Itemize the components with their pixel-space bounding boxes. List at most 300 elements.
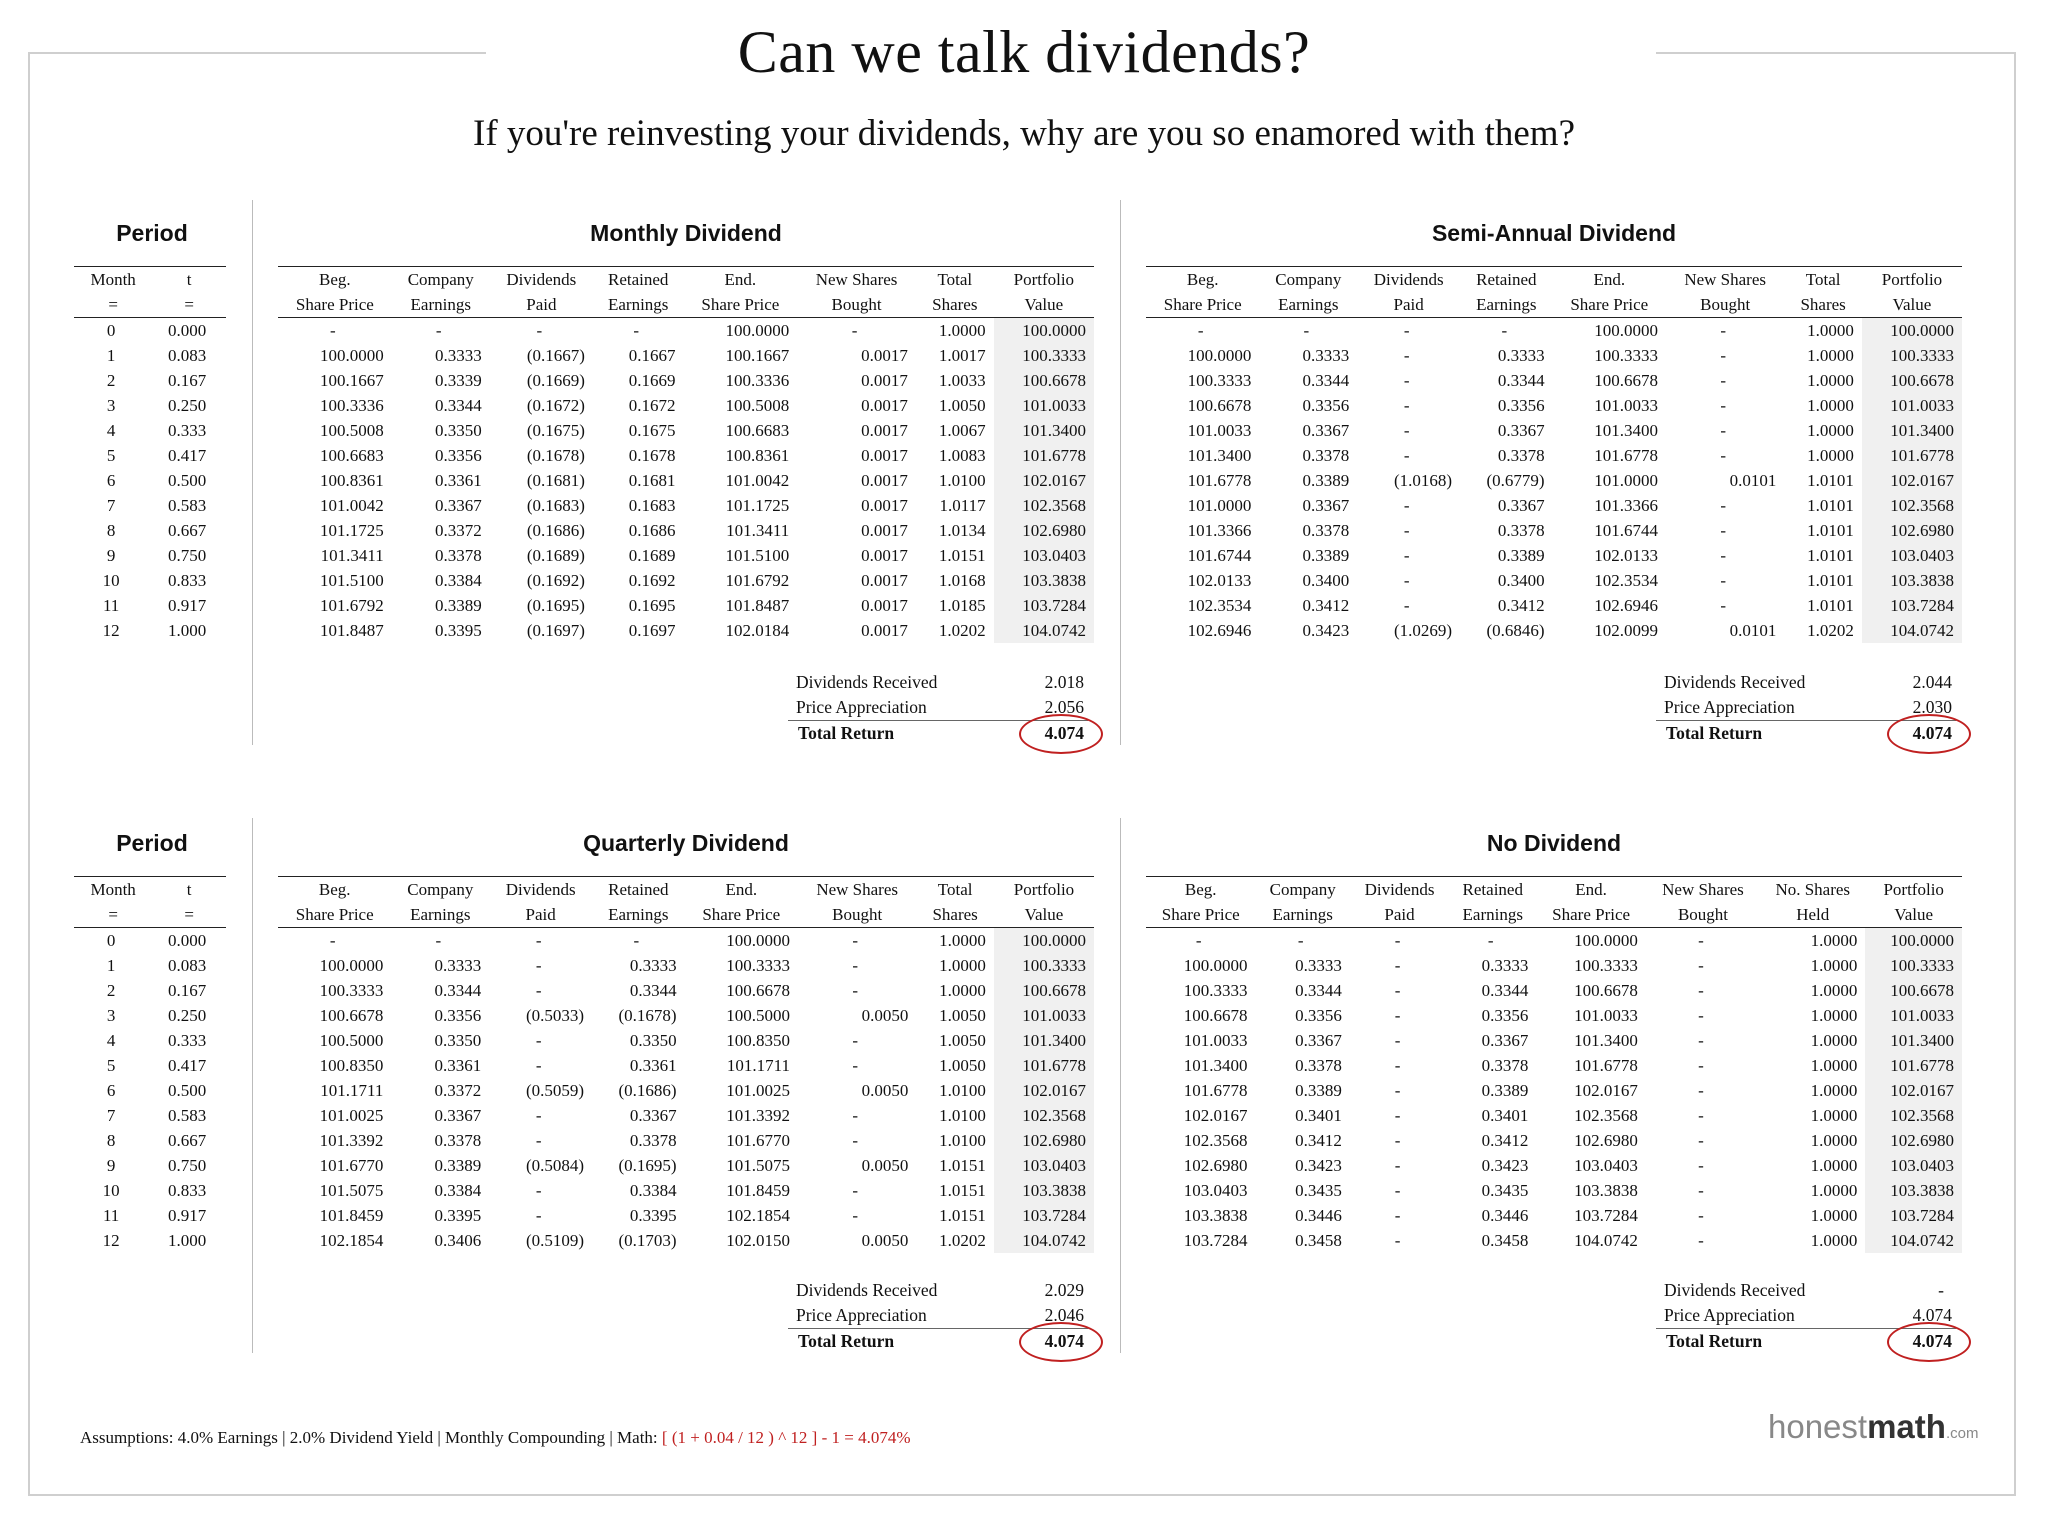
table-cell: 0.3384	[629, 1181, 677, 1200]
table-cell: 101.6778	[1594, 446, 1658, 465]
table-cell: 0.3378	[1481, 1056, 1529, 1075]
column-header: Company	[1255, 877, 1349, 903]
table-cell: 102.6980	[1862, 518, 1962, 543]
table-row	[74, 928, 226, 954]
table-row	[278, 368, 1094, 393]
table-cell: 0.3372	[435, 521, 482, 540]
column-header: Share Price	[1146, 902, 1255, 928]
table-cell: 101.3400	[1865, 1028, 1962, 1053]
table-cell: -	[1720, 396, 1726, 415]
table-cell: 101.1711	[726, 1056, 790, 1075]
table-row	[74, 1228, 226, 1253]
table-cell: -	[851, 321, 858, 340]
column-header: t	[152, 877, 226, 903]
monthly-title: Monthly Dividend	[590, 220, 782, 246]
table-cell: 100.6678	[1594, 371, 1658, 390]
table-cell: -	[535, 981, 542, 1000]
table-cell: 1.0000	[1807, 421, 1854, 440]
table-cell: 101.3366	[1187, 521, 1252, 540]
table-cell: 1.0000	[1810, 1006, 1858, 1025]
table-cell: -	[1403, 546, 1410, 565]
table-cell: (0.1692)	[526, 571, 585, 590]
table-cell: 0.3372	[434, 1081, 482, 1100]
table-cell: 101.6770	[319, 1156, 384, 1175]
table-cell: 101.6778	[1862, 443, 1962, 468]
table-row	[278, 518, 1094, 543]
table-cell: 101.1711	[320, 1081, 384, 1100]
table-row	[74, 1203, 226, 1228]
table-cell: 1.0000	[1810, 956, 1858, 975]
table-cell: 0.000	[168, 321, 207, 340]
table-cell: 0.3367	[1295, 1031, 1342, 1050]
table-cell: -	[852, 1056, 858, 1075]
table-cell: 102.6946	[1594, 596, 1658, 615]
table-cell: 0.167	[168, 371, 207, 390]
table-cell: 101.0033	[994, 1003, 1094, 1028]
column-header: Share Price	[278, 292, 392, 318]
app-label: Price Appreciation	[1664, 697, 1795, 717]
table-row	[1146, 1153, 1962, 1178]
table-cell: 102.3568	[1865, 1103, 1962, 1128]
table-row	[278, 928, 1094, 954]
table-cell: 0.3395	[629, 1206, 677, 1225]
table-cell: -	[1303, 321, 1310, 340]
table-cell: 1.0100	[939, 1131, 986, 1150]
table-cell: (0.1667)	[526, 346, 585, 365]
column-header: Share Price	[1146, 292, 1259, 318]
column-header: Total	[916, 877, 994, 903]
table-cell: 1.0000	[1810, 1131, 1858, 1150]
table-cell: 101.6792	[725, 571, 790, 590]
table-cell: 0.3389	[435, 596, 482, 615]
table-row	[74, 593, 226, 618]
table-cell: 10	[102, 571, 120, 590]
table-cell: 1.0000	[1810, 1181, 1858, 1200]
table-cell: -	[633, 321, 640, 340]
column-header: Month	[74, 877, 152, 903]
table-cell: 100.5008	[319, 421, 384, 440]
table-cell: 1.0050	[939, 1006, 986, 1025]
table-row	[278, 318, 1094, 344]
page-subtitle: If you're reinvesting your dividends, why are you so enamored with them?	[473, 113, 1575, 154]
table-cell: 101.3392	[319, 1131, 384, 1150]
table-cell: 103.7284	[1183, 1231, 1248, 1250]
total-label: Total Return	[1666, 1331, 1763, 1351]
table-cell: 104.0742	[994, 1228, 1094, 1253]
column-header: Earnings	[1460, 292, 1553, 318]
table-cell: 0.3344	[434, 981, 482, 1000]
table-row	[278, 1053, 1094, 1078]
table-row	[1146, 1028, 1962, 1053]
table-cell: (1.0168)	[1393, 471, 1453, 490]
table-cell: -	[852, 931, 858, 950]
quarterly-title: Quarterly Dividend	[583, 830, 789, 856]
table-cell: 103.0403	[1574, 1156, 1638, 1175]
column-header: Paid	[1350, 902, 1449, 928]
table-cell: 101.1725	[319, 521, 384, 540]
column-header: =	[74, 902, 152, 928]
column-header: Value	[1862, 292, 1962, 318]
table-cell: -	[852, 1131, 858, 1150]
table-cell: 104.0742	[994, 618, 1094, 643]
table-cell: -	[1720, 571, 1726, 590]
column-header: Bought	[798, 902, 916, 928]
table-cell: 0.917	[168, 1206, 207, 1225]
table-cell: 102.0133	[1594, 546, 1658, 565]
table-cell: 11	[102, 596, 120, 615]
table-cell: 102.0099	[1594, 621, 1658, 640]
logo-part3: .com	[1945, 1425, 1979, 1442]
table-row	[278, 1178, 1094, 1203]
table-cell: (0.1695)	[618, 1156, 677, 1175]
table-cell: 102.6980	[1865, 1128, 1962, 1153]
table-cell: 4	[106, 421, 116, 440]
table-cell: 101.6778	[994, 443, 1094, 468]
table-cell: 0.500	[168, 471, 207, 490]
table-cell: 102.1854	[726, 1206, 790, 1225]
column-header: Earnings	[1255, 902, 1349, 928]
table-cell: 100.6678	[1862, 368, 1962, 393]
table-row	[74, 493, 226, 518]
column-header: Beg.	[1146, 267, 1259, 293]
table-cell: 102.6980	[1183, 1156, 1248, 1175]
table-cell: 8	[106, 1131, 116, 1150]
column-header: Paid	[489, 902, 592, 928]
table-cell: 101.5075	[726, 1156, 790, 1175]
table-row	[74, 978, 226, 1003]
table-cell: 1.0101	[1807, 471, 1854, 490]
table-cell: 101.5100	[319, 571, 384, 590]
table-cell: 1.0151	[939, 1181, 986, 1200]
table-cell: 100.0000	[1187, 346, 1252, 365]
table-cell: 1.0000	[1810, 1156, 1858, 1175]
table-row	[1146, 393, 1962, 418]
table-cell: 0.3367	[1497, 496, 1545, 515]
column-header: Earnings	[1259, 292, 1357, 318]
column-header: Earnings	[391, 902, 489, 928]
total-circle	[1019, 1322, 1103, 1362]
table-cell: -	[330, 321, 336, 340]
column-header: Total	[916, 267, 994, 293]
table-cell: 0.3367	[629, 1106, 677, 1125]
table-cell: -	[1394, 1231, 1401, 1250]
table-row	[1146, 443, 1962, 468]
table-cell: 10	[102, 1181, 120, 1200]
column-header: Share Price	[278, 902, 391, 928]
table-row	[1146, 928, 1962, 954]
table-cell: 101.3411	[320, 546, 384, 565]
table-cell: -	[1720, 421, 1726, 440]
table-cell: 12	[102, 621, 120, 640]
table-cell: 0.3384	[435, 571, 482, 590]
period-table-bottom	[74, 876, 226, 1253]
table-cell: -	[1403, 396, 1410, 415]
table-cell: 0.917	[168, 596, 207, 615]
table-cell: 0.3378	[435, 546, 482, 565]
table-cell: 0.1697	[628, 621, 676, 640]
table-cell: 0.3350	[434, 1031, 482, 1050]
table-cell: 100.6683	[725, 421, 790, 440]
table-cell: 0.3367	[435, 496, 482, 515]
table-cell: 1.0000	[939, 956, 986, 975]
table-cell: -	[1394, 1131, 1401, 1150]
table-row	[74, 368, 226, 393]
div-label: Dividends Received	[796, 672, 938, 692]
column-header: Dividends	[1357, 267, 1460, 293]
table-cell: 102.0167	[994, 468, 1094, 493]
table-cell: 103.3838	[1183, 1206, 1248, 1225]
table-cell: 4	[106, 1031, 116, 1050]
table-cell: -	[1720, 446, 1726, 465]
table-cell: 102.0167	[994, 1078, 1094, 1103]
table-cell: 102.3568	[1574, 1106, 1638, 1125]
table-cell: 101.0033	[1862, 393, 1962, 418]
table-cell: 0.750	[168, 546, 207, 565]
table-row	[278, 1028, 1094, 1053]
table-cell: 103.3838	[1865, 1178, 1962, 1203]
table-cell: 0.3400	[1302, 571, 1350, 590]
table-cell: 0.3446	[1481, 1206, 1529, 1225]
table-cell: 0.3367	[1481, 1031, 1529, 1050]
table-cell: 0.3333	[1295, 956, 1342, 975]
table-row	[1146, 593, 1962, 618]
table-cell: 103.3838	[994, 568, 1094, 593]
table-cell: -	[1403, 571, 1410, 590]
brand-logo	[1768, 1408, 1978, 1446]
table-cell: 100.1667	[319, 371, 384, 390]
table-row	[1146, 953, 1962, 978]
table-cell: 0.3401	[1295, 1106, 1342, 1125]
table-cell: 1.0101	[1807, 596, 1854, 615]
app-value: 4.074	[1912, 1305, 1952, 1325]
table-cell: 0.1695	[628, 596, 676, 615]
table-cell: 101.6792	[319, 596, 384, 615]
table-row	[278, 493, 1094, 518]
logo-part1: honest	[1768, 1408, 1868, 1445]
column-header: New Shares	[1646, 877, 1760, 903]
column-header: Retained	[1460, 267, 1553, 293]
table-cell: 0.250	[168, 1006, 207, 1025]
table-cell: -	[535, 956, 542, 975]
table-cell: -	[435, 321, 442, 340]
column-header: Share Price	[1536, 902, 1645, 928]
table-cell: 3	[106, 396, 116, 415]
table-cell: -	[1720, 596, 1726, 615]
column-header: Bought	[1646, 902, 1760, 928]
table-cell: -	[1720, 371, 1726, 390]
table-cell: 100.6678	[319, 1006, 384, 1025]
app-value: 2.046	[1044, 1305, 1084, 1325]
table-cell: 1.0000	[1810, 931, 1858, 950]
table-cell: 101.6778	[1865, 1053, 1962, 1078]
table-cell: 104.0742	[1574, 1231, 1638, 1250]
table-cell: 103.0403	[1862, 543, 1962, 568]
table-cell: 1.0017	[938, 346, 986, 365]
table-cell: -	[1720, 521, 1726, 540]
div-label: Dividends Received	[1664, 1280, 1806, 1300]
table-cell: 0.3423	[1481, 1156, 1529, 1175]
table-cell: 0.3389	[1302, 546, 1350, 565]
table-cell: 0.3400	[1497, 571, 1545, 590]
table-cell: 0.3367	[1497, 421, 1545, 440]
table-cell: 1.0000	[1810, 1031, 1858, 1050]
table-cell: (0.5059)	[525, 1081, 585, 1100]
table-row	[74, 318, 226, 344]
table-cell: 102.6980	[1574, 1131, 1638, 1150]
table-cell: 1.0000	[1810, 1206, 1858, 1225]
table-cell: 1.0000	[939, 931, 986, 950]
table-cell: 0.3367	[1302, 496, 1350, 515]
table-cell: 0	[106, 321, 116, 340]
column-header: Portfolio	[994, 877, 1094, 903]
table-cell: 0.417	[168, 1056, 207, 1075]
table-cell: -	[1501, 321, 1508, 340]
none-table	[1146, 876, 1962, 1253]
table-cell: 1.0101	[1807, 546, 1854, 565]
table-cell: 0.417	[168, 446, 207, 465]
table-row	[1146, 518, 1962, 543]
math-formula: [ (1 + 0.04 / 12 ) ^ 12 ] - 1 = 4.074%	[661, 1428, 911, 1447]
table-cell: 100.3333	[994, 953, 1094, 978]
table-cell: 1.0083	[938, 446, 986, 465]
table-row	[74, 1128, 226, 1153]
table-cell: 0.3389	[434, 1156, 482, 1175]
table-cell: 100.0000	[726, 931, 790, 950]
table-row	[278, 1203, 1094, 1228]
table-cell: -	[1720, 496, 1726, 515]
table-cell: (0.1675)	[526, 421, 585, 440]
table-cell: 100.0000	[725, 321, 790, 340]
table-row	[278, 568, 1094, 593]
table-cell: (0.1681)	[526, 471, 585, 490]
table-cell: 103.0403	[994, 1153, 1094, 1178]
table-cell: 102.1854	[319, 1231, 384, 1250]
column-header: End.	[684, 267, 798, 293]
table-row	[74, 343, 226, 368]
table-cell: 100.3333	[1865, 953, 1962, 978]
table-cell: 0.0017	[861, 496, 908, 515]
separator	[1120, 200, 1121, 745]
table-cell: 103.0403	[994, 543, 1094, 568]
semi-table	[1146, 266, 1962, 643]
table-cell: 100.8361	[725, 446, 790, 465]
table-row	[74, 1053, 226, 1078]
table-cell: 0.3412	[1481, 1131, 1529, 1150]
table-cell: 100.3336	[725, 371, 790, 390]
table-row	[74, 543, 226, 568]
table-cell: 0.3378	[629, 1131, 677, 1150]
table-cell: -	[1698, 1006, 1704, 1025]
table-cell: 0.3339	[435, 371, 482, 390]
column-header: Share Price	[685, 902, 798, 928]
table-cell: 100.3333	[319, 981, 384, 1000]
table-row	[278, 393, 1094, 418]
table-cell: 1.0134	[938, 521, 986, 540]
column-header: =	[152, 902, 226, 928]
table-cell: 0.333	[168, 421, 207, 440]
column-header: End.	[685, 877, 798, 903]
table-cell: (0.1678)	[618, 1006, 677, 1025]
table-cell: 0.0017	[861, 521, 908, 540]
table-cell: 0.3350	[629, 1031, 677, 1050]
table-cell: 0.1672	[628, 396, 676, 415]
table-row	[278, 1103, 1094, 1128]
table-cell: 102.6946	[1187, 621, 1252, 640]
table-cell: 0.667	[168, 1131, 207, 1150]
table-cell: 2	[106, 371, 116, 390]
table-cell: 0.3378	[1497, 446, 1545, 465]
table-cell: 0.500	[168, 1081, 207, 1100]
table-cell: 0.0050	[861, 1006, 909, 1025]
table-cell: 101.0025	[319, 1106, 384, 1125]
table-row	[1146, 1128, 1962, 1153]
table-cell: -	[1403, 521, 1410, 540]
table-cell: -	[535, 931, 542, 950]
table-cell: -	[1394, 981, 1401, 1000]
table-cell: 0.3389	[1302, 471, 1350, 490]
table-cell: 0.250	[168, 396, 207, 415]
table-cell: 1.0000	[1807, 446, 1854, 465]
table-cell: 100.0000	[1862, 318, 1962, 344]
table-cell: 100.3333	[1594, 346, 1658, 365]
table-cell: 0	[106, 931, 116, 950]
table-cell: 102.3534	[1594, 571, 1658, 590]
total-circle	[1019, 714, 1103, 754]
table-row	[74, 393, 226, 418]
table-cell: 102.3568	[994, 493, 1094, 518]
table-cell: 103.7284	[1865, 1203, 1962, 1228]
div-value: 2.044	[1912, 672, 1952, 692]
table-cell: 0.167	[168, 981, 207, 1000]
column-header: New Shares	[1666, 267, 1784, 293]
table-row	[1146, 1003, 1962, 1028]
table-cell: 104.0742	[1865, 1228, 1962, 1253]
table-cell: 100.8361	[319, 471, 384, 490]
table-cell: 0.0050	[861, 1081, 909, 1100]
table-cell: (0.1686)	[526, 521, 585, 540]
table-cell: 101.8487	[725, 596, 790, 615]
table-cell: 0.3378	[1302, 446, 1350, 465]
table-cell: 0.3344	[1497, 371, 1545, 390]
table-cell: 101.5100	[725, 546, 790, 565]
column-header: Earnings	[592, 902, 685, 928]
table-cell: 1.0000	[1807, 346, 1854, 365]
column-header: New Shares	[798, 877, 916, 903]
table-cell: 0.3384	[434, 1181, 482, 1200]
table-cell: 3	[106, 1006, 116, 1025]
table-cell: -	[1720, 321, 1726, 340]
table-cell: 5	[106, 446, 116, 465]
table-cell: 100.0000	[319, 956, 384, 975]
table-cell: -	[852, 956, 858, 975]
table-cell: 101.1725	[725, 496, 790, 515]
table-cell: 101.3400	[1594, 421, 1658, 440]
table-row	[74, 468, 226, 493]
table-cell: 101.8459	[726, 1181, 790, 1200]
table-cell: 8	[106, 521, 116, 540]
assumptions-footer	[80, 1428, 911, 1448]
table-cell: 0.3344	[435, 396, 482, 415]
table-cell: 103.7284	[994, 1203, 1094, 1228]
table-cell: -	[852, 1206, 858, 1225]
table-cell: -	[1394, 1206, 1401, 1225]
table-cell: 0.3333	[1481, 956, 1529, 975]
table-cell: 0.3412	[1295, 1131, 1342, 1150]
table-cell: 0.0017	[861, 371, 908, 390]
column-header: Beg.	[278, 267, 392, 293]
table-row	[278, 418, 1094, 443]
table-cell: -	[1698, 1131, 1704, 1150]
